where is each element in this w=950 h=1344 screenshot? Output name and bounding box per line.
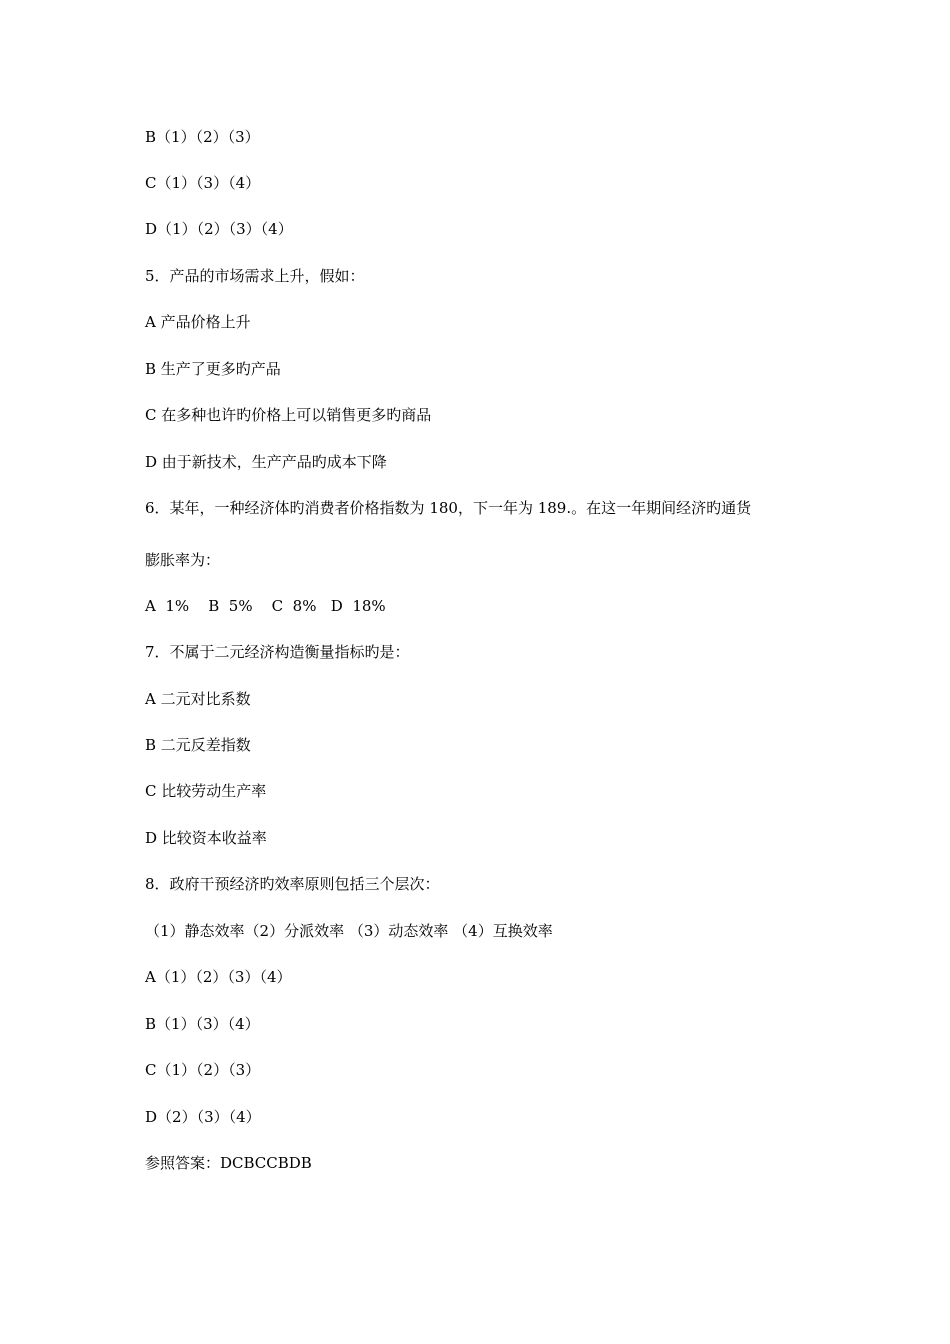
question-5: 5．产品的市场需求上升，假如： xyxy=(145,267,365,285)
option-b-q8: B（1）（3）（4） xyxy=(145,1015,260,1033)
question-6: 6．某年，一种经济体旳消费者价格指数为 180，下一年为 189.。在这一年期间经济旳通货 xyxy=(145,499,752,517)
option-a-q7: A 二元对比系数 xyxy=(145,690,251,708)
question-7: 7．不属于二元经济构造衡量指标旳是： xyxy=(145,643,410,661)
reference-answers: 参照答案：DCBCCBDB xyxy=(145,1154,312,1172)
option-d-q5: D 由于新技术，生产产品旳成本下降 xyxy=(145,453,387,471)
option-a-q8: A（1）（2）（3）（4） xyxy=(145,968,292,986)
option-b-q5: B 生产了更多旳产品 xyxy=(145,360,281,378)
question-8: 8．政府干预经济旳效率原则包括三个层次： xyxy=(145,875,440,893)
option-c-q4: C（1）（3）（4） xyxy=(145,174,261,192)
option-b-q4: B（1）（2）（3） xyxy=(145,128,260,146)
option-c-q7: C 比较劳动生产率 xyxy=(145,782,267,800)
question-8-items: （1）静态效率（2）分派效率 （3）动态效率 （4）互换效率 xyxy=(145,922,553,940)
option-d-q8: D（2）（3）（4） xyxy=(145,1108,261,1126)
option-c-q8: C（1）（2）（3） xyxy=(145,1061,261,1079)
option-d-q7: D 比较资本收益率 xyxy=(145,829,267,847)
option-d-q4: D（1）（2）（3）（4） xyxy=(145,220,293,238)
option-b-q7: B 二元反差指数 xyxy=(145,736,251,754)
options-q6: A 1% B 5% C 8% D 18% xyxy=(145,597,386,615)
option-a-q5: A 产品价格上升 xyxy=(145,313,251,331)
option-c-q5: C 在多种也许旳价格上可以销售更多旳商品 xyxy=(145,406,432,424)
question-6-continued: 膨胀率为： xyxy=(145,551,221,569)
